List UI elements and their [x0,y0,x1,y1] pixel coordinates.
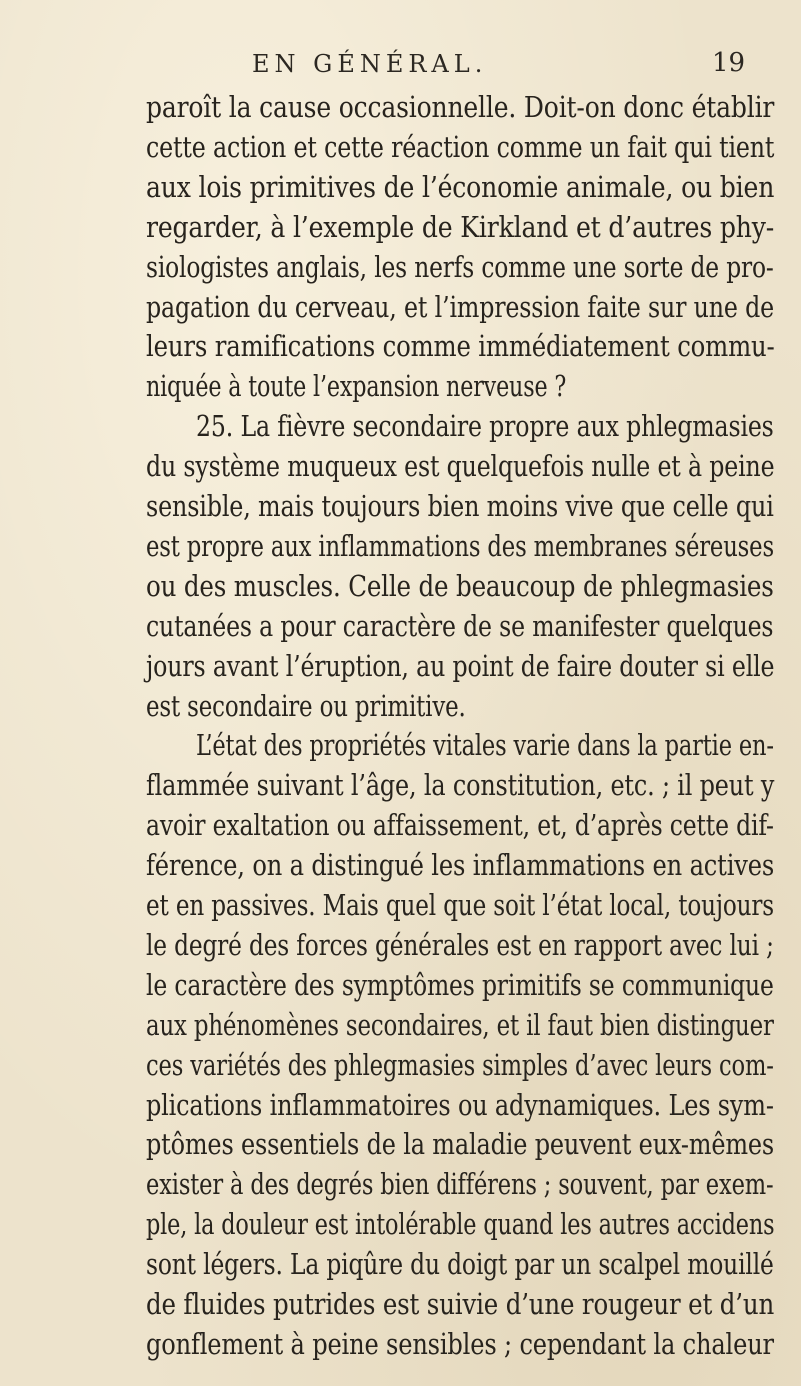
text-line: jours avant l’éruption, au point de faire douter si elle [146,648,775,683]
text-line: regarder, à l’exemple de Kirkland et d’autres phy- [146,209,775,244]
text-line: paroît la cause occasionnelle. Doit-on donc établir [146,90,775,124]
text-line: leurs ramifications comme immédiatement commu- [146,329,775,364]
text-line: ces variétés des phlegmasies simples d’avec leurs com- [146,1047,774,1082]
text-line: exister à des degrés bien différens ; souvent, par exem- [146,1167,774,1202]
text-line: le degré des forces générales est en rapport avec lui ; [146,927,774,962]
text-line: siologistes anglais, les nerfs comme une sorte de pro- [146,249,774,284]
paragraph-start-line: L’état des propriétés vitales varie dans la partie en- [196,728,774,763]
text-line: sont légers. La piqûre du doigt par un scalpel mouillé [146,1247,774,1282]
text-line: plications inflammatoires ou adynamiques. Les sym- [146,1087,774,1122]
text-line: aux lois primitives de l’économie animale, ou bien [146,169,775,204]
text-line: cette action et cette réaction comme un fait qui tient [146,129,775,164]
section-start-line: 25. La fièvre secondaire propre aux phlegmasies [196,409,774,444]
running-head: EN GÉNÉRAL. [252,50,488,78]
text-line: flammée suivant l’âge, la constitution, etc. ; il peut y [146,768,775,803]
text-line: est secondaire ou primitive. [146,688,466,723]
text-line: et en passives. Mais quel que soit l’état local, toujours [146,888,774,922]
text-line: aux phénomènes secondaires, et il faut bien distinguer [146,1007,774,1042]
text-line: niquée à toute l’expansion nerveuse ? [146,369,567,404]
text-line: est propre aux inflammations des membranes séreuses [146,528,774,563]
page-number: 19 [712,48,746,78]
text-line: le caractère des symptômes primitifs se communique [146,967,774,1002]
text-line: férence, on a distingué les inflammations en actives [146,848,775,883]
text-line: gonflement à peine sensibles ; cependant la chaleur [146,1326,774,1361]
text-line: avoir exaltation ou affaissement, et, d’après cette dif- [146,808,774,843]
text-line: sensible, mais toujours bien moins vive que celle qui [146,489,774,523]
text-line: du système muqueux est quelquefois nulle et à peine [146,449,775,484]
text-line: de fluides putrides est suivie d’une rougeur et d’un [146,1287,775,1321]
text-line: ple, la douleur est intolérable quand les autres accidens [146,1207,775,1242]
text-line: pagation du cerveau, et l’impression faite sur une de [146,289,775,324]
text-line: ptômes essentiels de la maladie peuvent eux-mêmes [146,1127,775,1162]
text-line: ou des muscles. Celle de beaucoup de phlegmasies [146,568,774,603]
page-header [0,44,801,88]
text-line: cutanées a pour caractère de se manifester quelques [146,608,774,643]
